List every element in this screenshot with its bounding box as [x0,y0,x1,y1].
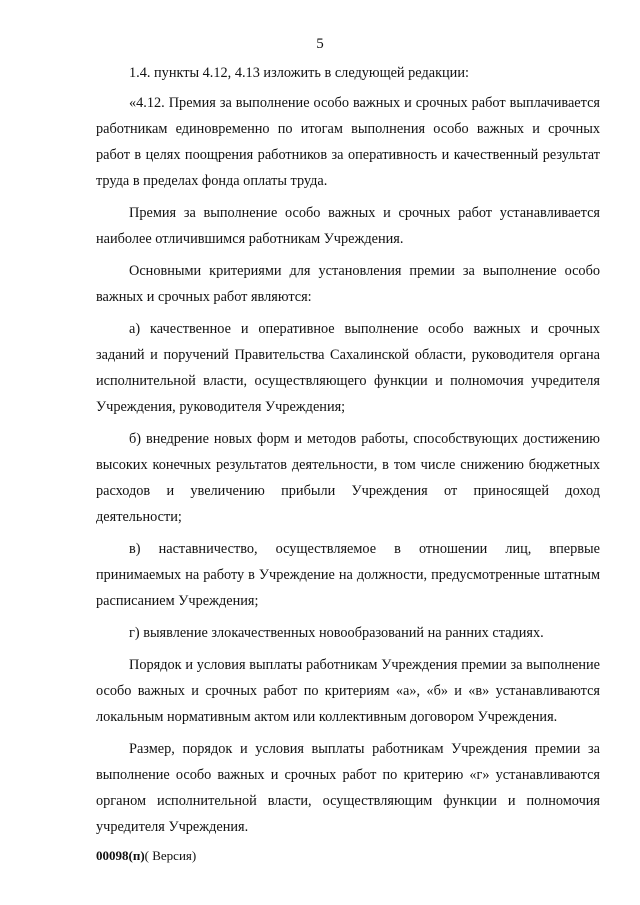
paragraph-payment-order: Порядок и условия выплаты работникам Учреждения премии за выполнение особо важных и срочных работ по критериям «а», «б» и «в» устанавливаются локальным нормативным актом или коллективным договором Учреждения. [96,657,600,725]
document-footer [96,848,196,864]
paragraph-payment-size: Размер, порядок и условия выплаты работникам Учреждения премии за выполнение особо важных и срочных работ по критерию «г» устанавливаются органом исполнительной власти, осуществляющим функции и полномочия учредителя Учреждения. [96,741,600,835]
footer-code: 00098(п) [96,848,145,863]
footer-version: ( Версия) [144,848,197,863]
criterion-a: а) качественное и оперативное выполнение особо важных и срочных заданий и поручений Правительства Сахалинской области, руководителя органа исполнительной власти, осуществляющего функции и полномочия учредителя Учреждения, руководителя Учреждения; [96,321,600,415]
amendment-intro: 1.4. пункты 4.12, 4.13 изложить в следующей редакции: [129,65,469,81]
document-body [96,60,600,846]
paragraph-4-12: «4.12. Премия за выполнение особо важных и срочных работ выплачивается работникам единовременно по итогам выполнения особо важных и срочных работ в целях поощрения работников за оперативность и качественный результат труда в пределах фонда оплаты труда. [96,95,600,189]
paragraph-criteria-intro: Основными критериями для установления премии за выполнение особо важных и срочных работ являются: [96,263,600,305]
criterion-v: в) наставничество, осуществляемое в отношении лиц, впервые принимаемых на работу в Учреждение на должности, предусмотренные штатным расписанием Учреждения; [96,541,600,609]
criterion-b: б) внедрение новых форм и методов работы, способствующих достижению высоких конечных результатов деятельности, в том числе снижению бюджетных расходов и увеличению прибыли Учреждения от приносящей доход деятельности; [96,431,600,525]
criterion-g: г) выявление злокачественных новообразований на ранних стадиях. [129,625,544,641]
paragraph-bonus-recipients: Премия за выполнение особо важных и срочных работ устанавливается наиболее отличившимся работникам Учреждения. [96,205,600,247]
page-number: 5 [316,36,324,52]
